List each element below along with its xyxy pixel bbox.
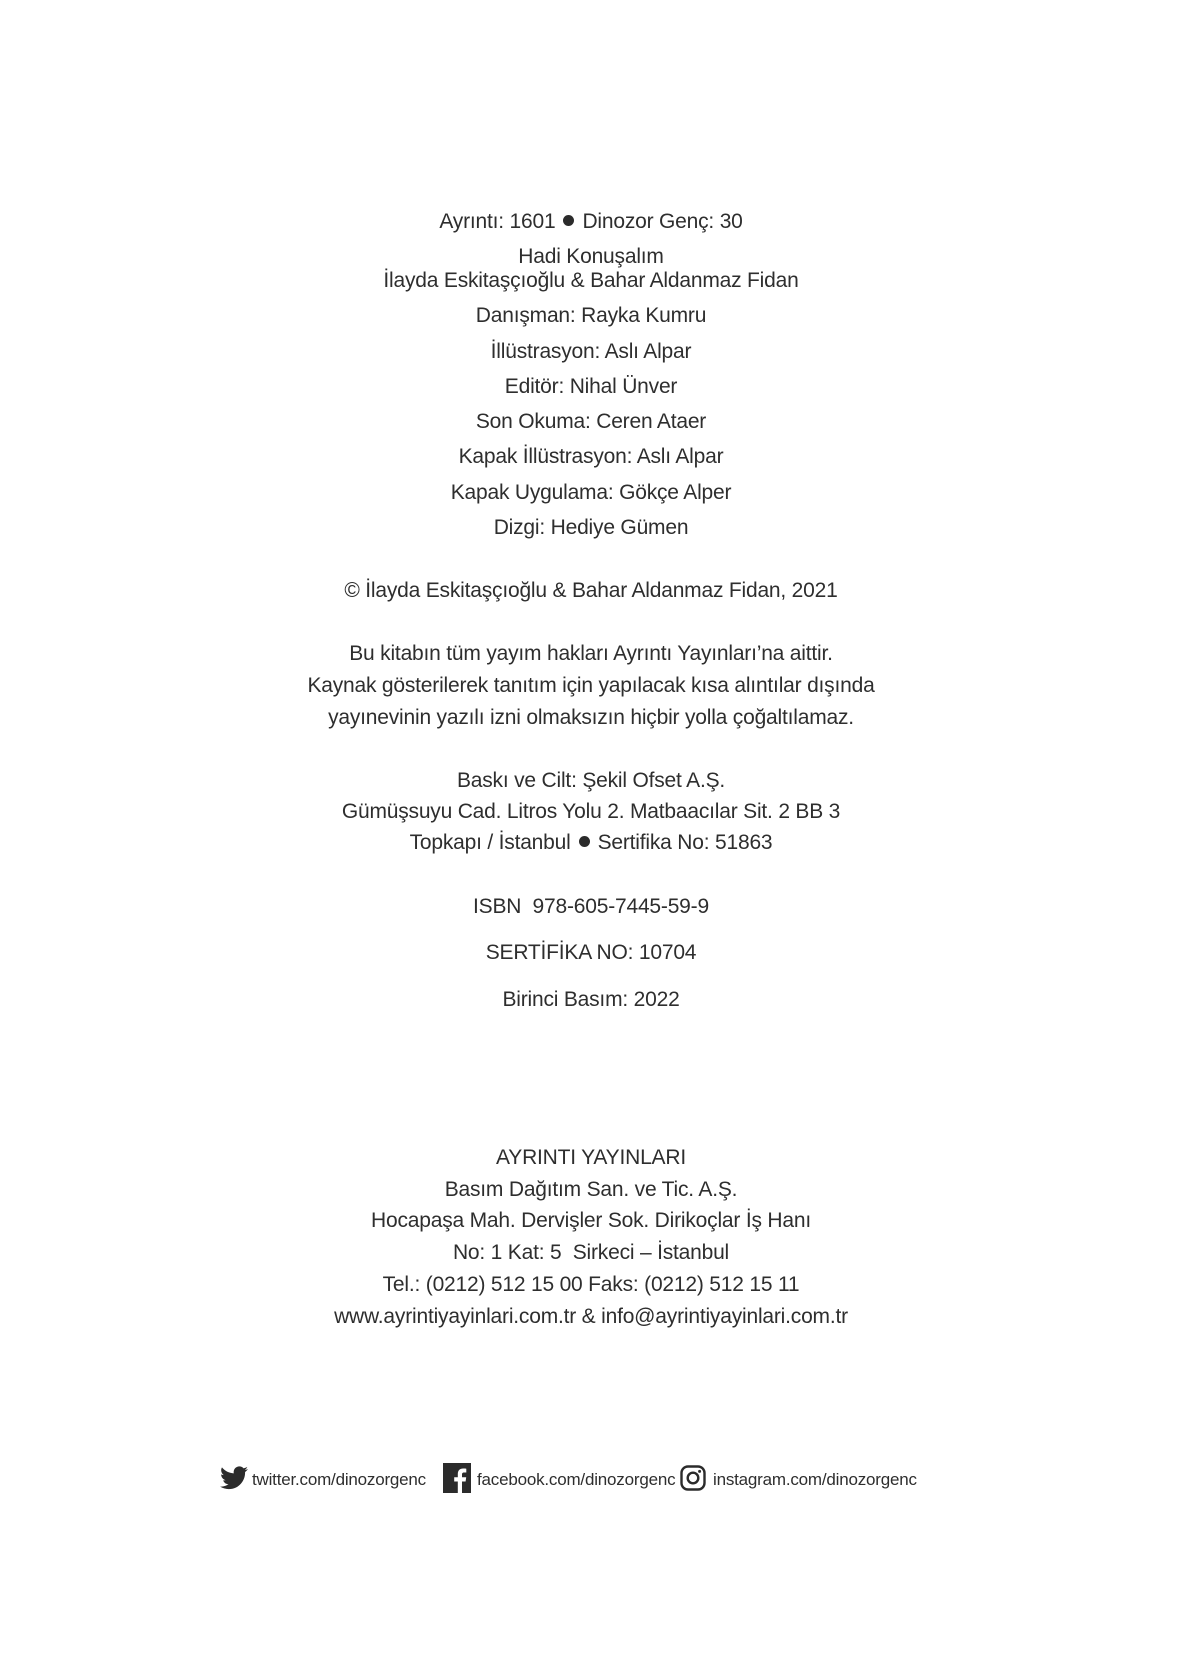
publisher-phone: Tel.: (0212) 512 15 00 Faks: (0212) 512 15 11: [382, 1273, 800, 1296]
facebook-icon: [443, 1463, 471, 1498]
facebook-handle: facebook.com/dinozorgenc: [477, 1470, 676, 1489]
publisher-web[interactable]: www.ayrintiyayinlari.com.tr & info@ayrintiyayinlari.com.tr: [334, 1305, 848, 1328]
isbn: ISBN 978-605-7445-59-9: [473, 895, 709, 918]
printing-location: Topkapı / İstanbul: [409, 831, 571, 854]
instagram-handle: instagram.com/dinozorgenc: [713, 1470, 917, 1489]
facebook-link[interactable]: [443, 1462, 675, 1498]
copyright-line: © İlayda Eskitaşçıoğlu & Bahar Aldanmaz Fidan, 2021: [344, 579, 838, 602]
credit-cover-illustration: Kapak İllüstrasyon: Aslı Alpar: [458, 445, 724, 468]
book-title: Hadi Konuşalım: [518, 245, 664, 268]
twitter-icon: [220, 1466, 248, 1495]
printing-line-2: Gümüşsuyu Cad. Litros Yolu 2. Matbaacılar Sit. 2 BB 3: [341, 800, 841, 823]
twitter-handle: twitter.com/dinozorgenc: [252, 1470, 426, 1489]
edition: Birinci Basım: 2022: [502, 988, 680, 1011]
twitter-link[interactable]: [220, 1462, 426, 1498]
credit-cover-design: Kapak Uygulama: Gökçe Alper: [450, 481, 732, 504]
credit-editor: Editör: Nihal Ünver: [504, 375, 678, 398]
series-dinozor: Dinozor Genç: 30: [582, 210, 743, 233]
printing-line-1: Baskı ve Cilt: Şekil Ofset A.Ş.: [456, 769, 726, 792]
certificate-number: SERTİFİKA NO: 10704: [485, 941, 697, 964]
publisher-address-1: Hocapaşa Mah. Dervişler Sok. Dirikoçlar İş Hanı: [371, 1209, 811, 1232]
credit-consultant: Danışman: Rayka Kumru: [475, 304, 707, 327]
bullet-icon: [579, 836, 590, 847]
printing-certificate: Sertifika No: 51863: [597, 831, 773, 854]
publisher-company: Basım Dağıtım San. ve Tic. A.Ş.: [444, 1178, 738, 1201]
rights-line-3: yayınevinin yazılı izni olmaksızın hiçbir yolla çoğaltılamaz.: [328, 706, 854, 729]
credit-proofreading: Son Okuma: Ceren Ataer: [475, 410, 707, 433]
series-ayrinti: Ayrıntı: 1601: [439, 210, 556, 233]
instagram-link[interactable]: [680, 1462, 917, 1498]
rights-line-1: Bu kitabın tüm yayım hakları Ayrıntı Yayınları’na aittir.: [349, 642, 833, 665]
bullet-icon: [563, 215, 574, 226]
credit-typesetting: Dizgi: Hediye Gümen: [493, 516, 689, 539]
series-line: [0, 209, 1182, 235]
printing-line-3: [0, 830, 1182, 856]
rights-line-2: Kaynak gösterilerek tanıtım için yapılacak kısa alıntılar dışında: [307, 674, 875, 697]
publisher-address-2: No: 1 Kat: 5 Sirkeci – İstanbul: [452, 1241, 730, 1264]
publisher-name: AYRINTI YAYINLARI: [496, 1146, 686, 1169]
instagram-icon: [680, 1465, 706, 1496]
book-authors: İlayda Eskitaşçıoğlu & Bahar Aldanmaz Fidan: [383, 269, 799, 292]
credit-illustration: İllüstrasyon: Aslı Alpar: [490, 340, 692, 363]
